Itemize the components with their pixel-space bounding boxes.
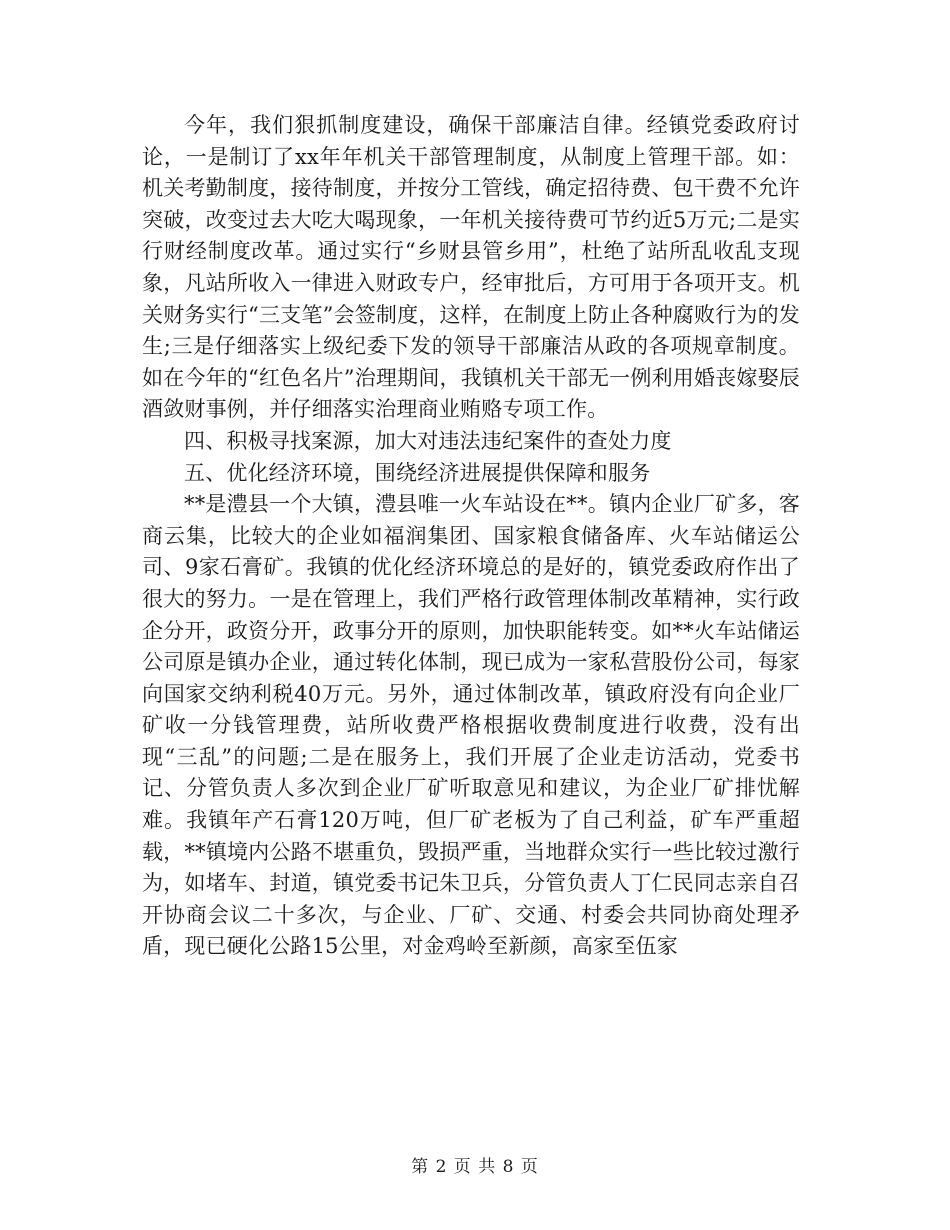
heading-section-five: 五、优化经济环境，围绕经济进展提供保障和服务: [184, 460, 651, 485]
page-number-footer: 第 2 页 共 8 页: [411, 1157, 539, 1177]
paragraph-economic-environment: **是澧县一个大镇，澧县唯一火车站设在**。镇内企业厂矿多，客商云集，比较大的企业如福润集团、国家粮食储备库、火车站储运公司、9家石膏矿。我镇的优化经济环境总的是好的，镇党委政府作出了很大的努力。一是在管理上，我们严格行政管理体制改革精神，实行政企分开，政资分开，政事分开的原则，加快职能转变。如**火车站储运公司原是镇办企业，通过转化体制，现已成为一家私营股份公司，每家向国家交纳利税40万元。另外，通过体制改革，镇政府没有向企业厂矿收一分钱管理费，站所收费严格根据收费制度进行收费，没有出现“三乱”的问题;二是在服务上，我们开展了企业走访活动，党委书记、分管负责人多次到企业厂矿听取意见和建议，为企业厂矿排忧解难。我镇年产石膏120万吨，但厂矿老板为了自己利益，矿车严重超载，**镇境内公路不堪重负，毁损严重，当地群众实行一些比较过激行为，如堵车、封道，镇党委书记朱卫兵，分管负责人丁仁民同志亲自召开协商会议二十多次，与企业、厂矿、交通、村委会共同协商处理矛盾，现已硬化公路15公里，对金鸡岭至新颜，高家至伍家: [142, 492, 800, 959]
heading-section-four: 四、积极寻找案源，加大对违法违纪案件的查处力度: [184, 428, 672, 453]
paragraph-discipline-system: 今年，我们狠抓制度建设，确保干部廉洁自律。经镇党委政府讨论，一是制订了xx年年机关干部管理制度，从制度上管理干部。如：机关考勤制度，接待制度，并按分工管线，确定招待费、包干费不允许突破，改变过去大吃大喝现象，一年机关接待费可节约近5万元;二是实行财经制度改革。通过实行“乡财县管乡用”，杜绝了站所乱收乱支现象，凡站所收入一律进入财政专户，经审批后，方可用于各项开支。机关财务实行“三支笔”会签制度，这样，在制度上防止各种腐败行为的发生;三是仔细落实上级纪委下发的领导干部廉洁从政的各项规章制度。如在今年的“红色名片”治理期间，我镇机关干部无一例利用婚丧嫁娶辰酒敛财事例，并仔细落实治理商业贿赂专项工作。: [142, 113, 800, 422]
document-body: [142, 110, 800, 963]
